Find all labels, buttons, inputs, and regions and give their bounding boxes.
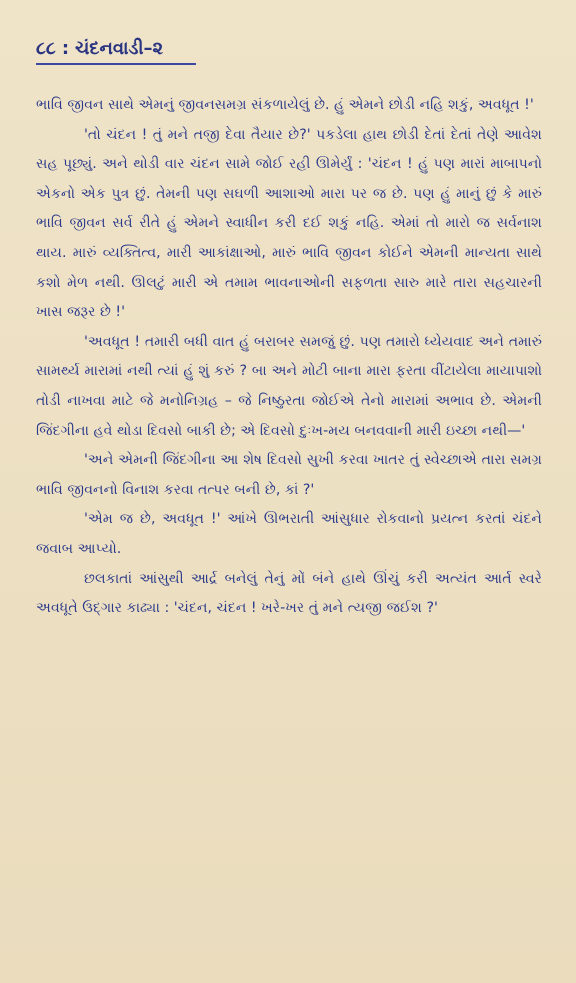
paragraph-5: 'એમ જ છે, અવધૂત !' આંખે ઊભરાતી આંસુધાર રોકવાનો પ્રયત્ન કરતાં ચંદને જવાબ આપ્યો.: [36, 511, 542, 557]
paragraph-1: ભાવિ જીવન સાથે એમનું જીવનસમગ્ર સંકળાયેલું છે. હું એમને છોડી નહિ શકું, અવધૂત !': [36, 97, 534, 113]
chapter-title: ચંદનવાડી–૨: [75, 38, 164, 59]
paragraph-4: 'અને એમની જિંદગીના આ શેષ દિવસો સુખી કરવા ખાતર તું સ્વેચ્છાએ તારા સમગ્ર ભાવિ જીવનનો વિનાશ કરવા તત્પર બની છે, કાં ?': [36, 452, 542, 498]
paragraph-6: છલકાતાં આંસુથી આર્દ્ર બનેલું તેનું મોં બંને હાથે ઊંચું કરી અત્યંત આર્ત સ્વરે અવધૂતે ઉદ્ગાર કાઢ્યા : 'ચંદન, ચંદન ! ખરે-ખર તું મને ત્યજી જઈશ ?': [36, 570, 542, 617]
header-separator: :: [61, 38, 70, 59]
page-number: ૮૮: [36, 38, 56, 59]
page-body: [36, 91, 542, 624]
paragraph-3: 'અવધૂત ! તમારી બધી વાત હું બરાબર સમજું છું. પણ તમારો ધ્યેયવાદ અને તમારું સામર્થ્ય મારામાં નથી ત્યાં હું શું કરું ? બા અને મોટી બાના મારા ફરતા વીંટાયેલા માયાપાશો તોડી નાખવા માટે જે મનોનિગ્રહ – જે નિષ્ઠુરતા જોઈએ તેનો મારામાં અભાવ છે. એમની જિંદગીના હવે થોડા દિવસો બાકી છે; એ દિવસો દુઃખ-મય બનવવાની મારી ઇચ્છા નથી—': [36, 333, 542, 439]
running-header: [36, 38, 196, 65]
paragraph-2: 'તો ચંદન ! તું મને તજી દેવા તૈયાર છે?' પકડેલા હાથ છોડી દેતાં દેતાં તેણે આવેશ સહ પૂછ્યું. અને થોડી વાર ચંદન સામે જોઈ રહી ઊમેર્યું : 'ચંદન ! હું પણ મારાં માબાપનો એકનો એક પુત્ર છું. તેમની પણ સઘળી આશાઓ મારા પર જ છે. પણ હું માનું છું કે મારું ભાવિ જીવન સર્વ રીતે હું એમને સ્વાધીન કરી દઈ શકું નહિ. એમાં તો મારો જ સર્વનાશ થાય. મારું વ્યક્તિત્વ, મારી આકાંક્ષાઓ, મારું ભાવિ જીવન કોઈને એમની માન્યતા સાથે કશો મેળ નથી. ઊલટું મારી એ તમામ ભાવનાઓની સફળતા સારુ મારે તારા સહચારની ખાસ જરૂર છે !': [36, 126, 542, 321]
